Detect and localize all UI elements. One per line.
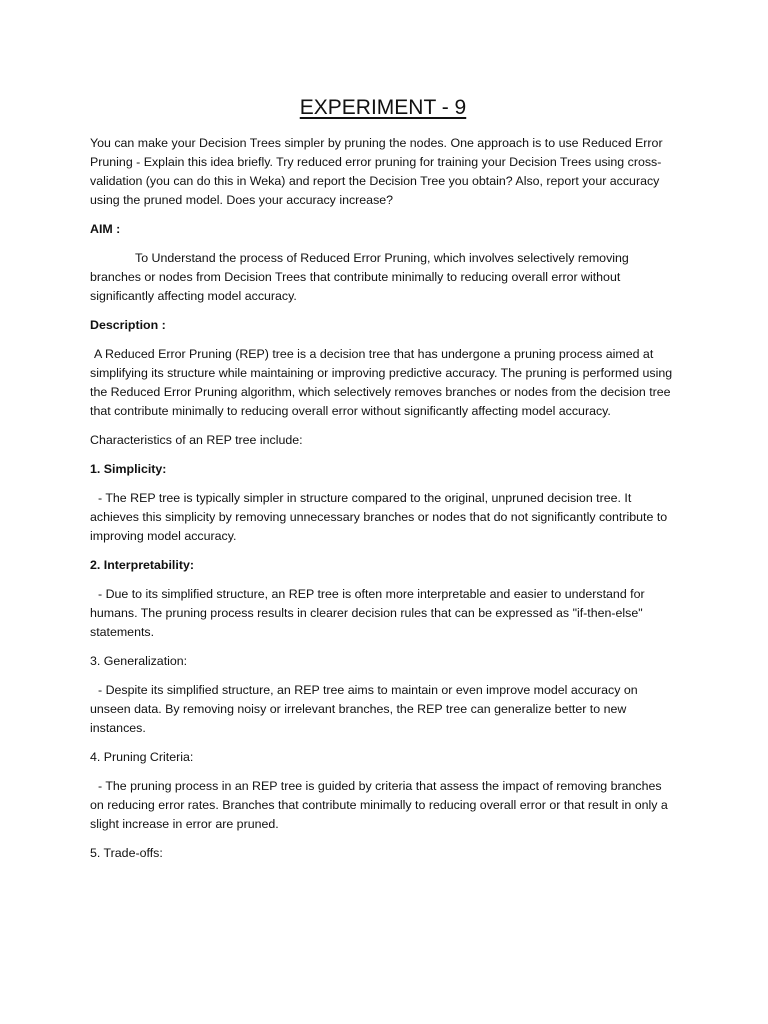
characteristic-4-text: - The pruning process in an REP tree is guided by criteria that assess the impact of removing branches on reducing error rates. Branches that contribute minimally to reducing overall error or that result in only a slight increase in error are pruned. (90, 779, 668, 831)
characteristic-2-heading: 2. Interpretability: (90, 558, 194, 572)
characteristic-3-text: - Despite its simplified structure, an REP tree aims to maintain or even improve model accuracy on unseen data. By removing noisy or irrelevant branches, the REP tree can generalize better to new instances. (90, 683, 638, 735)
aim-text: To Understand the process of Reduced Error Pruning, which involves selectively removing branches or nodes from Decision Trees that contribute minimally to reducing overall error without significantly affecting model accuracy. (90, 251, 629, 303)
title-text: EXPERIMENT - 9 (299, 96, 467, 119)
aim-heading: AIM : (90, 222, 121, 236)
characteristic-4-heading: 4. Pruning Criteria: (90, 750, 194, 764)
page-title (90, 94, 676, 122)
characteristic-1-text: - The REP tree is typically simpler in structure compared to the original, unpruned decision tree. It achieves this simplicity by removing unnecessary branches or nodes that do not significantly contribute to improving model accuracy. (90, 491, 668, 543)
characteristic-3-heading: 3. Generalization: (90, 654, 188, 668)
intro-paragraph: You can make your Decision Trees simpler by pruning the nodes. One approach is to use Reduced Error Pruning - Explain this idea briefly. Try reduced error pruning for training your Decision Trees using cross-validation (you can do this in Weka) and report the Decision Tree you obtain? Also, report your accuracy using the pruned model. Does your accuracy increase? (90, 136, 663, 207)
characteristic-5-heading: 5. Trade-offs: (90, 846, 163, 860)
description-heading: Description : (90, 318, 166, 332)
characteristic-1-heading: 1. Simplicity: (90, 462, 167, 476)
characteristics-intro: Characteristics of an REP tree include: (90, 433, 303, 447)
document-body (90, 94, 676, 873)
characteristic-2-text: - Due to its simplified structure, an REP tree is often more interpretable and easier to understand for humans. The pruning process results in clearer decision rules that can be expressed as "if-then-else" statements. (90, 587, 645, 639)
description-text: A Reduced Error Pruning (REP) tree is a decision tree that has undergone a pruning process aimed at simplifying its structure while maintaining or improving predictive accuracy. The pruning is performed using the Reduced Error Pruning algorithm, which selectively removes branches or nodes from the decision tree that contribute minimally to reducing overall error without significantly affecting model accuracy. (90, 347, 673, 418)
